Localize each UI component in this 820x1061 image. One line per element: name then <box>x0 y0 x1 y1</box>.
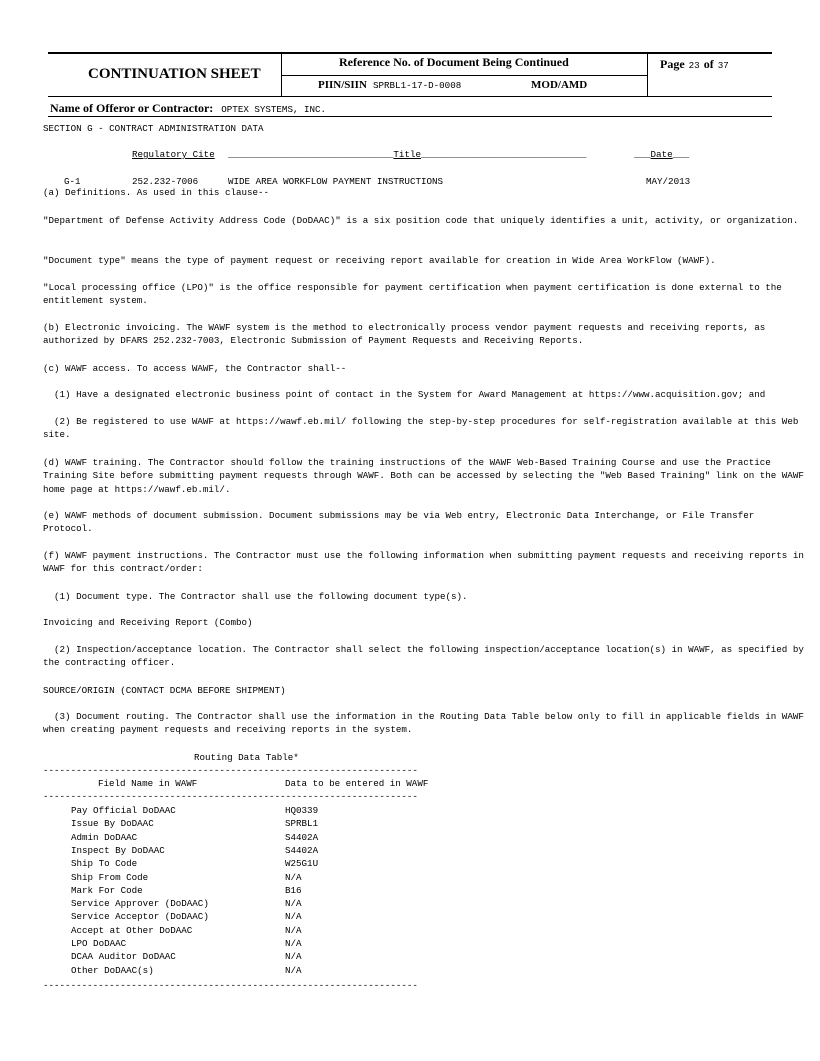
paragraph-submission-methods: (e) WAWF methods of document submission. Document submissions may be via Web entry, Electronic Data Interchange, or File Transfer Protocol. <box>43 510 760 535</box>
paragraph-wawf-access: (c) WAWF access. To access WAWF, the Contractor shall-- <box>43 363 347 374</box>
clause-number: G-1 <box>64 176 81 187</box>
table-row-value: W25G1U <box>285 858 319 870</box>
table-row-value: N/A <box>285 964 302 976</box>
table-row-field: Pay Official DoDAAC <box>71 805 176 816</box>
piin-label: PIIN/SIIN <box>318 79 367 91</box>
table-row-value: S4402A <box>285 844 319 856</box>
paragraph-wawf-training: (d) WAWF training. The Contractor should follow the training instructions of the WAWF Web-Based Training Course and use the Practice Training Site before submitting payment requests through WAWF. Both can be accessed by selecting the "Web Based Training" link on the WAWF home page at https://wawf.eb.mil/. <box>43 457 810 495</box>
table-row-value: N/A <box>285 951 302 963</box>
table-row-value: N/A <box>285 924 302 936</box>
table-row-value: N/A <box>285 938 302 949</box>
date-header: Date <box>650 149 673 160</box>
table-row-value: N/A <box>285 911 302 923</box>
table-row-field: Mark For Code <box>71 884 143 896</box>
paragraph-definitions: (a) Definitions. As used in this clause-- <box>43 187 270 198</box>
table-row-field: Admin DoDAAC <box>71 831 138 843</box>
table-row-field: DCAA Auditor DoDAAC <box>71 951 176 963</box>
title-rule-right: ______________________________ <box>420 149 587 160</box>
date-rule-right: ___ <box>672 149 690 160</box>
page-total: 37 <box>717 60 729 71</box>
paragraph-inspection-location: (2) Inspection/acceptance location. The Contractor shall select the following inspection/acceptance location(s) in WAWF, as specified by the contracting officer. <box>43 644 810 669</box>
paragraph-lpo: "Local processing office (LPO)" is the office responsible for payment certification when payment certification is done external to the entitlement system. <box>43 282 788 307</box>
date-rule-left: ___ <box>634 149 651 160</box>
column-title <box>228 148 586 161</box>
clause-title: WIDE AREA WORKFLOW PAYMENT INSTRUCTIONS <box>228 176 444 187</box>
table-row-value: SPRBL1 <box>285 818 319 830</box>
table-row-field: Service Approver (DoDAAC) <box>71 898 209 910</box>
page-of-label: of <box>703 57 714 71</box>
table-row-field: Ship From Code <box>71 871 149 883</box>
table-rule-header: -------------------------------------------------------------------- <box>43 791 418 802</box>
section-heading: SECTION G - CONTRACT ADMINISTRATION DATA <box>43 123 264 134</box>
offeror-value: OPTEX SYSTEMS, INC. <box>221 104 327 115</box>
header-top-rule <box>48 52 772 54</box>
paragraph-document-type: "Document type" means the type of payment request or receiving report available for creation in Wide Area WorkFlow (WAWF). <box>43 255 716 266</box>
piin-value: SPRBL1-17-D-0008 <box>373 80 462 91</box>
offeror-label: Name of Offeror or Contractor: <box>50 101 214 115</box>
paragraph-document-routing: (3) Document routing. The Contractor shall use the information in the Routing Data Table below only to fill in applicable fields in WAWF when creating payment requests and receiving reports in the system. <box>43 711 810 736</box>
table-row-field: Service Acceptor (DoDAAC) <box>71 911 209 923</box>
table-row-field: Ship To Code <box>71 858 138 870</box>
table-rule-top: -------------------------------------------------------------------- <box>43 765 418 776</box>
table-header-field: Field Name in WAWF <box>98 778 198 789</box>
column-regulatory-cite <box>132 148 215 161</box>
table-row-field: Accept at Other DoDAAC <box>71 924 193 936</box>
page-indicator <box>660 55 729 73</box>
table-row-field: Issue By DoDAAC <box>71 818 154 830</box>
paragraph-electronic-invoicing: (b) Electronic invoicing. The WAWF system is the method to electronically process vendor payment requests and receiving reports, as authorized by DFARS 252.232-7003, Electronic Submission of Payment Requests and Receiving Reports. <box>43 322 771 347</box>
paragraph-combo: Invoicing and Receiving Report (Combo) <box>43 617 253 628</box>
table-row-value: HQ0339 <box>285 805 319 816</box>
paragraph-source-origin: SOURCE/ORIGIN (CONTACT DCMA BEFORE SHIPMENT) <box>43 685 286 696</box>
table-row-value: N/A <box>285 871 302 883</box>
regulatory-cite-header: Regulatory Cite <box>132 149 215 160</box>
header-divider-2 <box>647 53 648 96</box>
table-row-value: B16 <box>285 884 302 896</box>
table-row-value: N/A <box>285 898 302 910</box>
paragraph-document-type-item: (1) Document type. The Contractor shall use the following document type(s). <box>43 591 468 602</box>
mod-amd-label: MOD/AMD <box>531 79 588 91</box>
column-date <box>634 148 689 161</box>
paragraph-access-1: (1) Have a designated electronic business point of contact in the System for Award Management at https://www.acquisition.gov; and <box>43 389 766 400</box>
page-label: Page <box>660 57 685 71</box>
paragraph-access-2: (2) Be registered to use WAWF at https://wawf.eb.mil/ following the step-by-step procedures for self-registration available at this Web site. <box>43 416 804 441</box>
paragraph-dodaac: "Department of Defense Activity Address Code (DoDAAC)" is a six position code that uniquely identifies a unit, activity, or organization. <box>43 215 799 226</box>
table-row-field: Other DoDAAC(s) <box>71 964 154 976</box>
table-caption: Routing Data Table* <box>194 752 299 763</box>
clause-date: MAY/2013 <box>646 176 691 187</box>
table-row-field: LPO DoDAAC <box>71 938 127 949</box>
title-rule-left: ______________________________ <box>228 149 394 160</box>
title-header: Title <box>393 149 421 160</box>
offeror-line <box>50 99 326 117</box>
sheet-title: CONTINUATION SHEET <box>88 66 261 82</box>
paragraph-payment-instructions: (f) WAWF payment instructions. The Contractor must use the following information when submitting payment requests and receiving reports in WAWF for this contract/order: <box>43 550 810 575</box>
table-rule-bottom: -------------------------------------------------------------------- <box>43 980 418 991</box>
table-row-field: Inspect By DoDAAC <box>71 844 165 856</box>
table-row-value: S4402A <box>285 831 319 843</box>
clause-cite: 252.232-7006 <box>132 176 199 187</box>
page-number: 23 <box>688 60 700 71</box>
table-header-data: Data to be entered in WAWF <box>285 778 429 789</box>
header-mid-rule <box>48 96 772 97</box>
header-ref-rule <box>282 75 647 76</box>
reference-label: Reference No. of Document Being Continued <box>339 55 569 69</box>
